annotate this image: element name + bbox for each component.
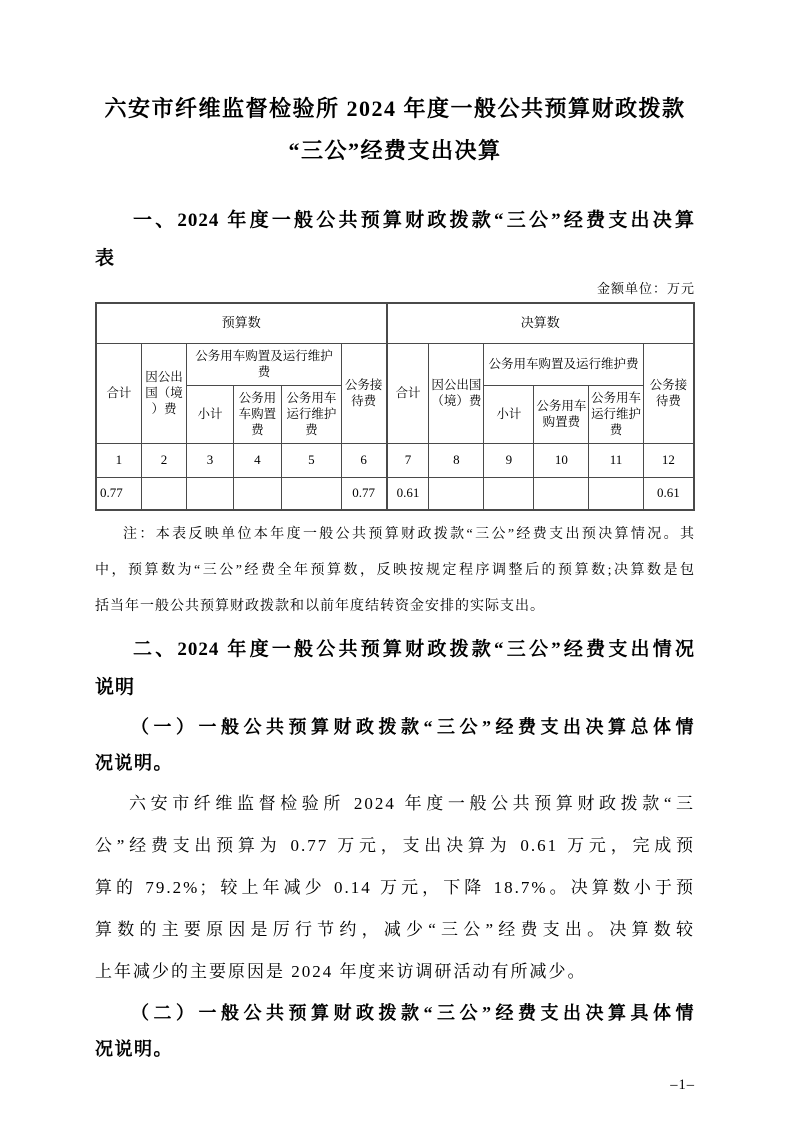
column-number: 3 — [187, 443, 234, 477]
subsection-one-body — [95, 783, 695, 993]
budget-reception-value: 0.77 — [341, 477, 386, 510]
column-number: 5 — [282, 443, 342, 477]
section-two-heading-line-2: 说明 — [95, 677, 136, 698]
budget-subtotal-value — [187, 477, 234, 510]
column-number: 9 — [484, 443, 534, 477]
budget-group-header: 预算数 — [96, 303, 387, 343]
table-header-row-upper — [96, 343, 694, 385]
table-note — [95, 517, 695, 625]
final-subtotal-value — [484, 477, 534, 510]
body-line-5: 上年减少的主要原因是 2024 年度来访调研活动有所减少。 — [95, 962, 587, 981]
budget-purchase-value — [233, 477, 281, 510]
final-total-header: 合计 — [387, 343, 429, 443]
final-group-header: 决算数 — [387, 303, 694, 343]
column-number: 1 — [96, 443, 141, 477]
budget-abroad-value — [141, 477, 186, 510]
section-one-heading — [95, 202, 695, 278]
subsection-one-heading-line-2: 况说明。 — [95, 753, 173, 773]
final-maintenance-header: 公务用车运行维护费 — [589, 385, 643, 443]
final-subtotal-header: 小计 — [484, 385, 534, 443]
body-line-4: 算数的主要原因是厉行节约，减少“三公”经费支出。决算数较 — [95, 920, 695, 939]
three-public-expense-table — [95, 302, 695, 511]
final-abroad-header: 因公出国（境）费 — [429, 343, 484, 443]
column-number: 11 — [589, 443, 643, 477]
budget-purchase-header: 公务用车购置费 — [233, 385, 281, 443]
final-total-value: 0.61 — [387, 477, 429, 510]
column-number: 8 — [429, 443, 484, 477]
final-abroad-value — [429, 477, 484, 510]
section-two-heading-line-1: 二、2024 年度一般公共预算财政拨款“三公”经费支出情况 — [133, 639, 695, 660]
subsection-one-heading — [95, 709, 695, 781]
column-number: 2 — [141, 443, 186, 477]
table-group-header-row — [96, 303, 694, 343]
table-note-line-1: 注：本表反映单位本年度一般公共预算财政拨款“三公”经费支出预决算情况。其 — [123, 527, 695, 542]
final-purchase-value — [534, 477, 589, 510]
budget-reception-header: 公务接待费 — [341, 343, 386, 443]
subsection-two-heading-line-2: 况说明。 — [95, 1039, 173, 1059]
budget-subtotal-header: 小计 — [187, 385, 234, 443]
final-maintenance-value — [589, 477, 643, 510]
budget-maintenance-header: 公务用车运行维护费 — [282, 385, 342, 443]
document-title — [95, 88, 695, 172]
section-one-heading-line-1: 一、2024 年度一般公共预算财政拨款“三公”经费支出决算 — [133, 210, 695, 231]
column-number: 4 — [233, 443, 281, 477]
column-number: 7 — [387, 443, 429, 477]
subsection-two-heading — [95, 995, 695, 1067]
final-purchase-header: 公务用车购置费 — [534, 385, 589, 443]
budget-abroad-header: 因公出国（境）费 — [141, 343, 186, 443]
column-number-row — [96, 443, 694, 477]
page-number: –1– — [670, 1077, 695, 1093]
document-title-line-1: 六安市纤维监督检验所 2024 年度一般公共预算财政拨款 — [104, 96, 686, 121]
unit-note: 金额单位：万元 — [596, 281, 695, 296]
table-note-line-3: 括当年一般公共预算财政拨款和以前年度结转资金安排的实际支出。 — [95, 599, 545, 614]
final-reception-value: 0.61 — [643, 477, 694, 510]
budget-vehicle-group-header: 公务用车购置及运行维护费 — [187, 343, 342, 385]
body-line-2: 公”经费支出预算为 0.77 万元，支出决算为 0.61 万元，完成预 — [95, 836, 695, 855]
final-reception-header: 公务接待费 — [643, 343, 694, 443]
document-title-line-2: “三公”经费支出决算 — [288, 138, 502, 163]
table-note-line-2: 中，预算数为“三公”经费全年预算数，反映按规定程序调整后的预算数;决算数是包 — [95, 563, 695, 578]
column-number: 12 — [643, 443, 694, 477]
body-line-3: 算的 79.2%；较上年减少 0.14 万元，下降 18.7%。决算数小于预 — [95, 878, 695, 897]
section-two-heading — [95, 631, 695, 707]
section-one-heading-line-2: 表 — [95, 248, 116, 269]
subsection-one-heading-line-1: （一）一般公共预算财政拨款“三公”经费支出决算总体情 — [131, 717, 695, 737]
value-row — [96, 477, 694, 510]
column-number: 6 — [341, 443, 386, 477]
final-vehicle-group-header: 公务用车购置及运行维护费 — [484, 343, 643, 385]
column-number: 10 — [534, 443, 589, 477]
subsection-two-heading-line-1: （二）一般公共预算财政拨款“三公”经费支出决算具体情 — [131, 1003, 695, 1023]
budget-total-value: 0.77 — [96, 477, 141, 510]
body-line-1: 六安市纤维监督检验所 2024 年度一般公共预算财政拨款“三 — [129, 794, 695, 813]
budget-total-header: 合计 — [96, 343, 141, 443]
budget-maintenance-value — [282, 477, 342, 510]
